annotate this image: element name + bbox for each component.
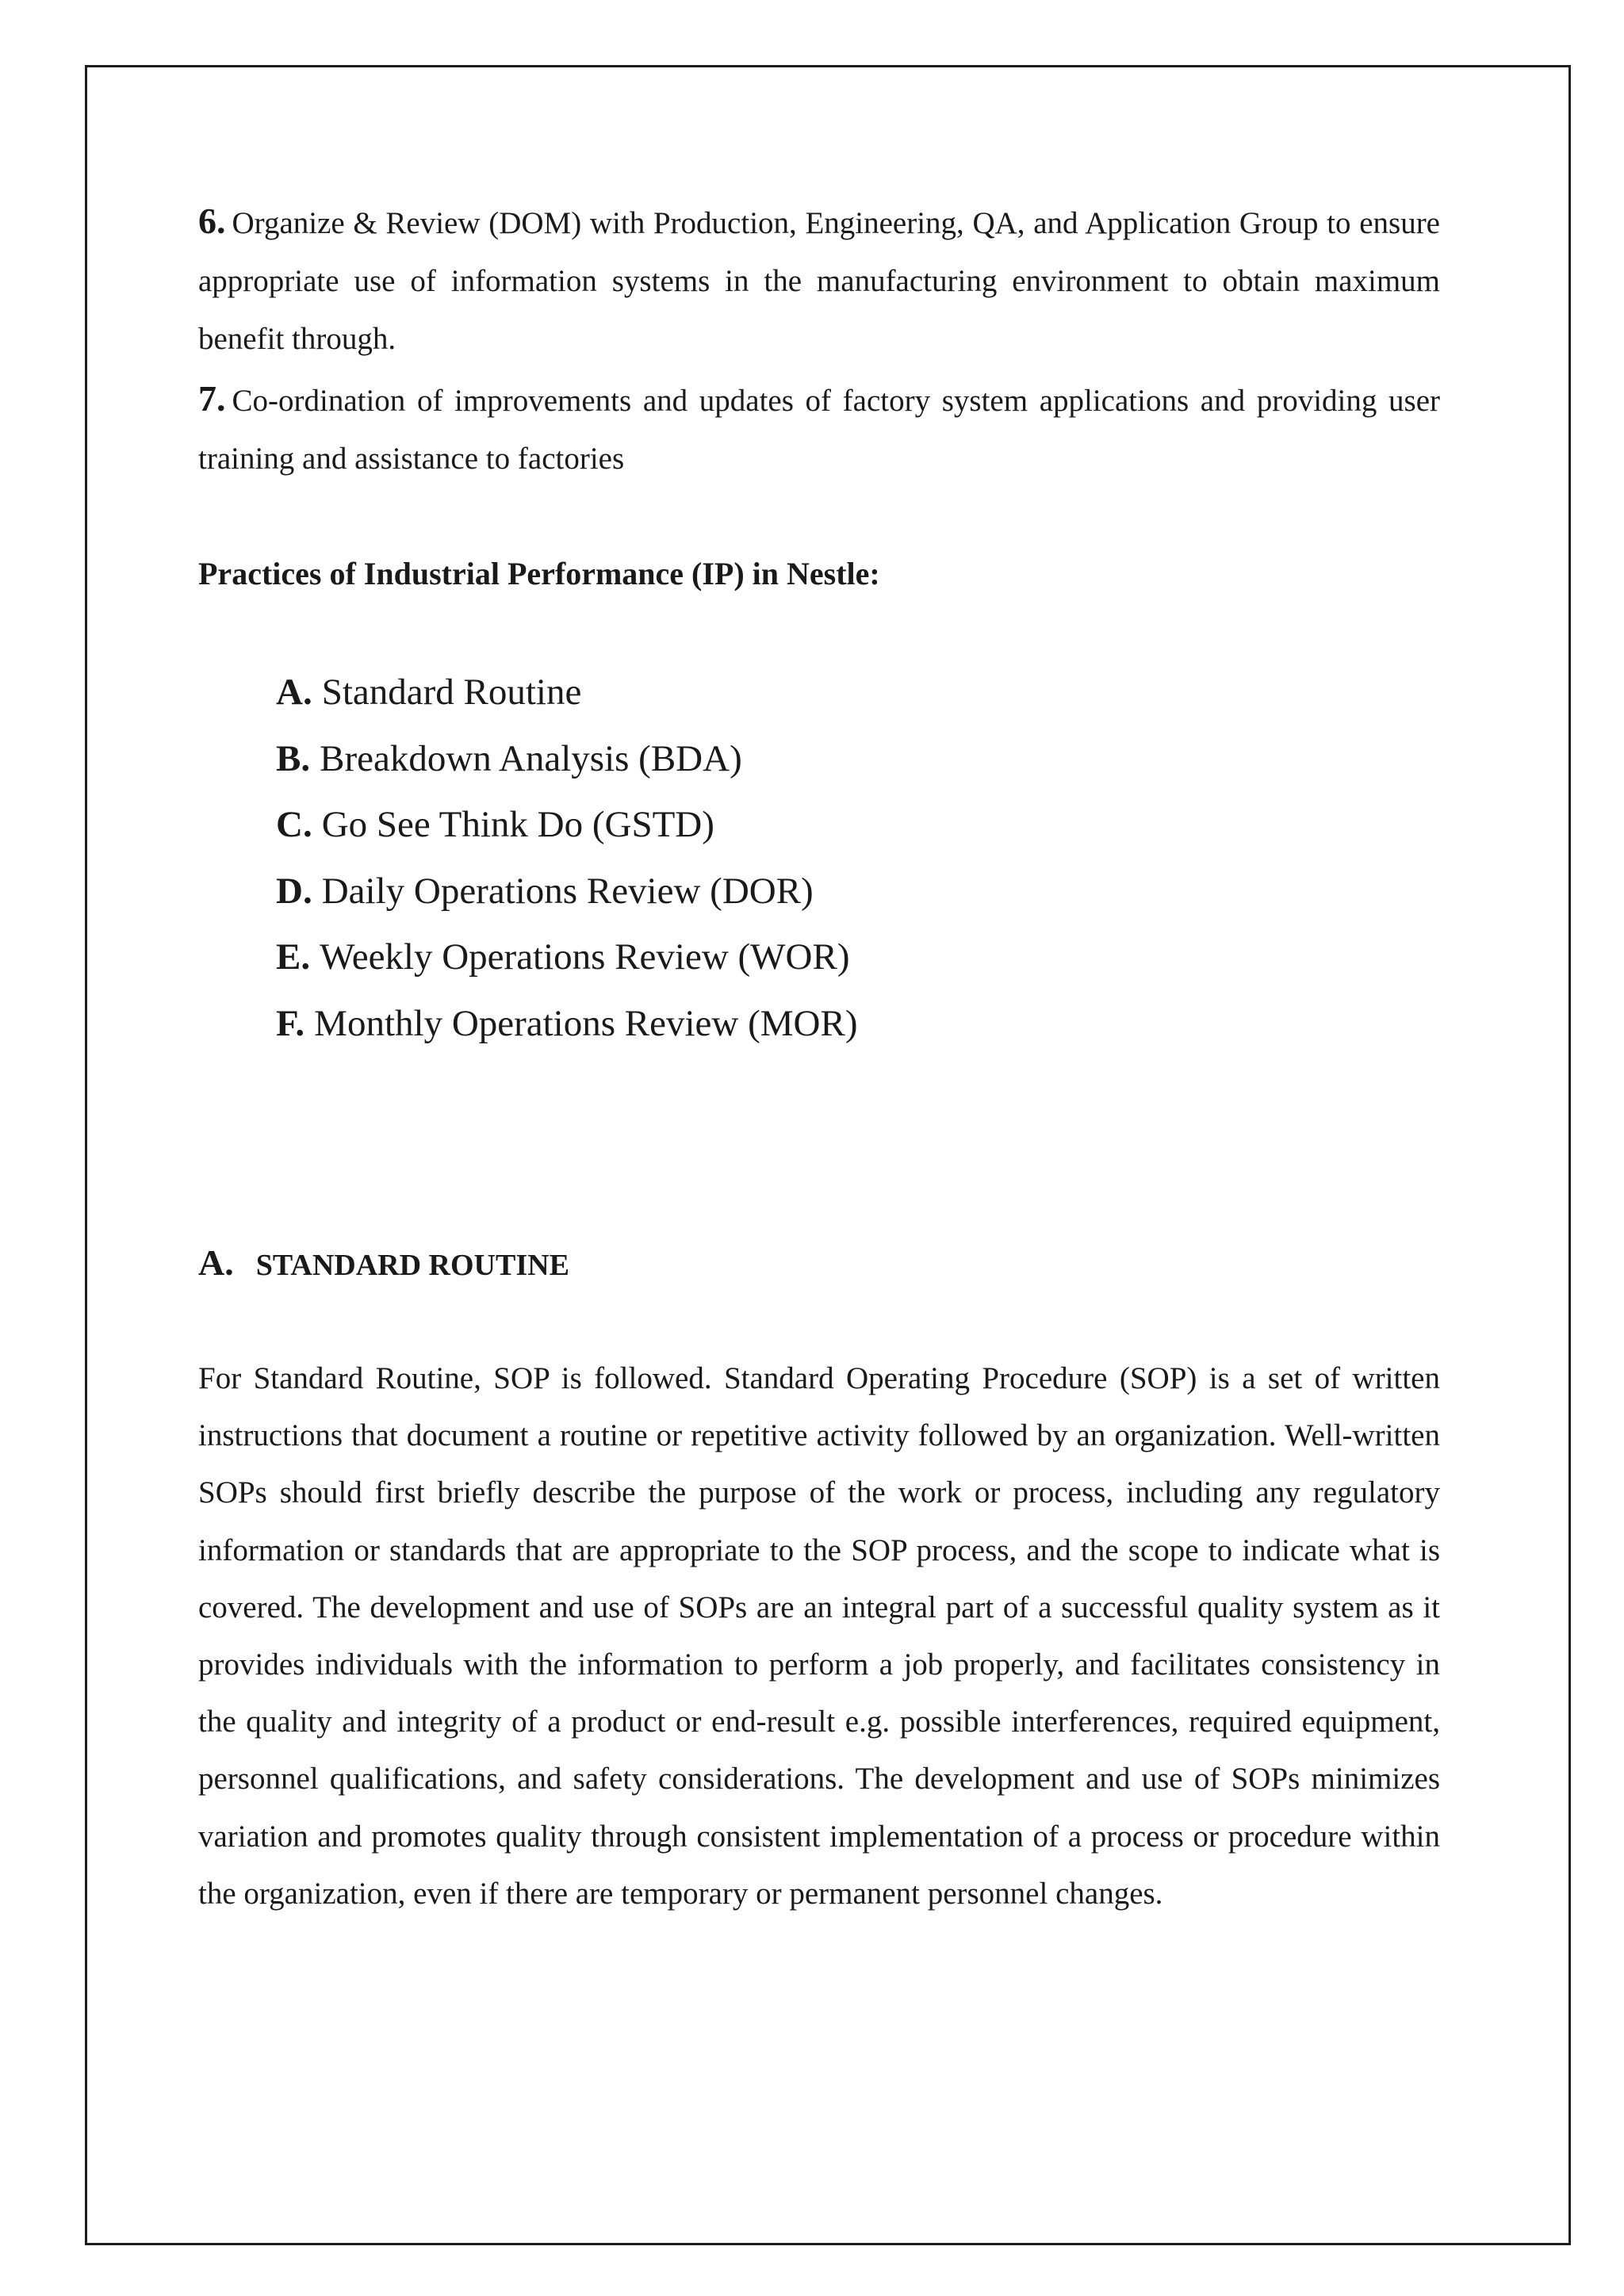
practice-letter: F. [276,1002,305,1044]
practice-item-weekly-operations-review [276,924,858,991]
item-text: Co-ordination of improvements and updates of factory system applications and providing user training and assistance to factories [198,384,1440,476]
numbered-item-6 [198,192,1440,368]
practice-letter: C. [276,804,312,845]
section-heading [198,1242,569,1284]
practice-letter: E. [276,936,311,978]
practices-heading: Practices of Industrial Performance (IP) in Nestle: [198,556,880,591]
practice-letter: B. [276,737,311,779]
practice-label: Weekly Operations Review (WOR) [320,936,850,978]
section-title: STANDARD ROUTINE [255,1249,569,1282]
section-letter: A. [198,1242,234,1283]
practice-label: Standard Routine [321,672,582,713]
practice-item-breakdown-analysis [276,726,858,793]
practice-label: Breakdown Analysis (BDA) [320,737,742,779]
practice-item-monthly-operations-review [276,991,858,1058]
practice-letter: A. [276,672,312,713]
practice-item-standard-routine [276,660,858,726]
numbered-item-paragraph [198,369,1440,488]
practice-label: Daily Operations Review (DOR) [321,870,814,912]
practice-item-daily-operations-review [276,859,858,925]
numbered-item-paragraph [198,192,1440,368]
section-body-paragraph: For Standard Routine, SOP is followed. Standard Operating Procedure (SOP) is a set of written instructions that document a routine or repetitive activity followed by an organization. Well-written SOPs should first briefly describe the purpose of the work or process, including any regulatory information or standards that are appropriate to the SOP process, and the scope to indicate what is covered. The development and use of SOPs are an integral part of a successful quality system as it provides individuals with the information to perform a job properly, and facilitates consistency in the quality and integrity of a product or end-result e.g. possible interferences, required equipment, personnel qualifications, and safety considerations. The development and use of SOPs minimizes variation and promotes quality through consistent implementation of a process or procedure within the organization, even if there are temporary or permanent personnel changes. [198,1361,1440,1911]
practice-label: Go See Think Do (GSTD) [321,804,714,845]
practice-letter: D. [276,870,312,912]
item-text: Organize & Review (DOM) with Production, Engineering, QA, and Application Group to ensure appropriate use of information systems in the manufacturing environment to obtain maximum benefit through. [198,206,1440,356]
practice-item-go-see-think-do [276,792,858,859]
numbered-item-7 [198,369,1440,488]
practice-label: Monthly Operations Review (MOR) [314,1002,858,1044]
item-number: 6. [198,201,226,241]
item-number: 7. [198,378,226,419]
practice-list [276,660,858,1057]
